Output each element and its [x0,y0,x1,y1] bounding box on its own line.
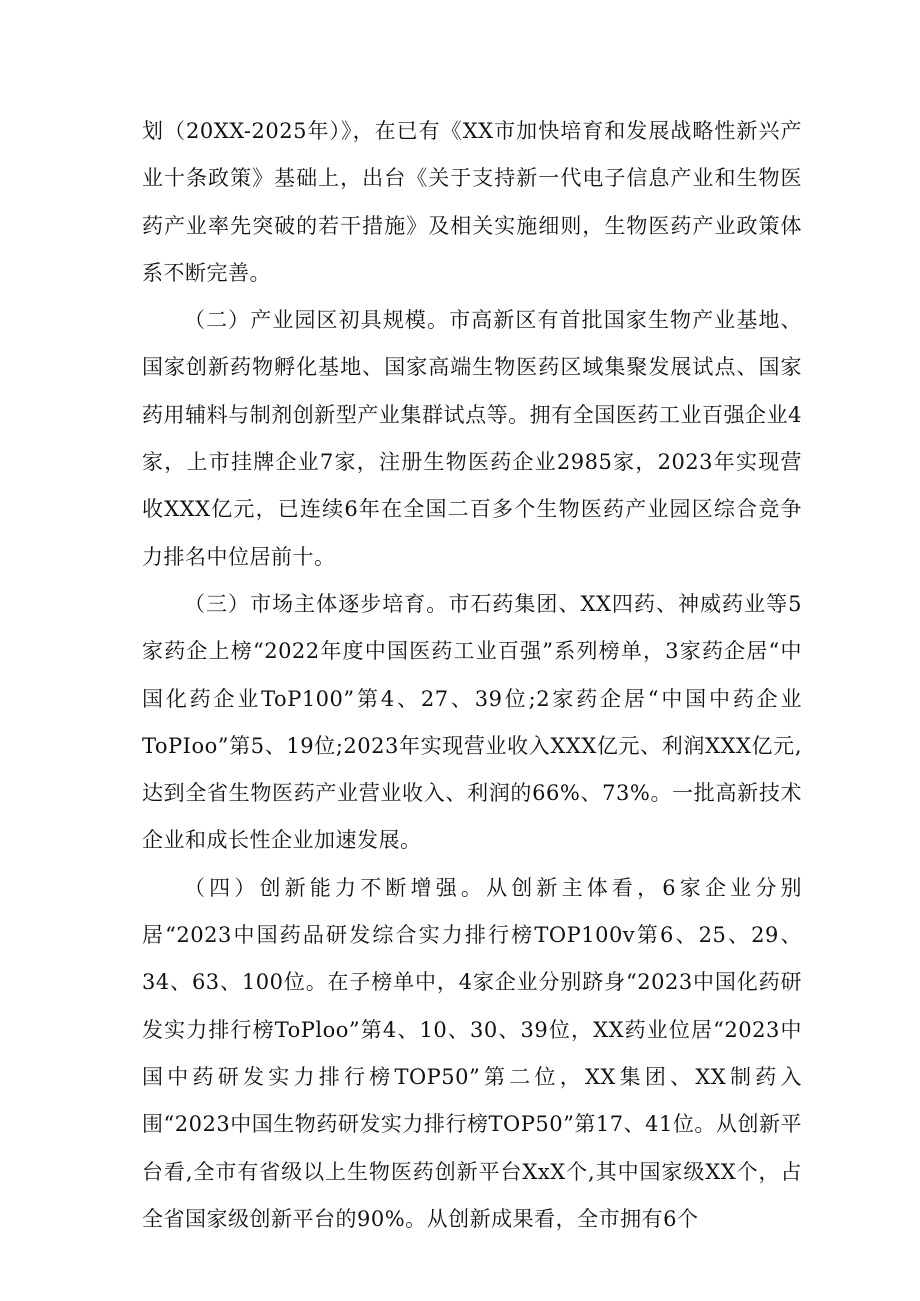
paragraph-innovation-capability: （四）创新能力不断增强。从创新主体看，6家企业分别居“2023中国药品研发综合实力排行榜TOP100v第6、25、29、34、63、100位。在子榜单中，4家企业分别跻身“2023中国化药研发实力排行榜ToPloo”第4、10、30、39位，XX药业位居“2023中国中药研发实力排行榜TOP50”第二位，XX集团、XX制药入围“2023中国生物药研发实力排行榜TOP50”第17、41位。从创新平台看,全市有省级以上生物医药创新平台XxX个,其中国家级XX个，占全省国家级创新平台的90%。从创新成果看，全市拥有6个 [142,875,802,1231]
paragraph-policy-continuation: 划（20XX-2025年）》，在已有《XX市加快培育和发展战略性新兴产业十条政策》基础上，出台《关于支持新一代电子信息产业和生物医药产业率先突破的若干措施》及相关实施细则，生物医药产业政策体系不断完善。 [142,119,802,285]
paragraph-market-entities: （三）市场主体逐步培育。市石药集团、XX四药、神威药业等5家药企上榜“2022年度中国医药工业百强”系列榜单，3家药企居“中国化药企业ToP100”第4、27、39位;2家药企居“中国中药企业ToPIoo”第5、19位;2023年实现营业收入XXX亿元、利润XXX亿元,达到全省生物医药产业营业收入、利润的66%、73%。一批高新技术企业和成长性企业加速发展。 [142,591,802,853]
paragraph-industrial-parks: （二）产业园区初具规模。市高新区有首批国家生物产业基地、国家创新药物孵化基地、国家高端生物医药区域集聚发展试点、国家药用辅料与制剂创新型产业集群试点等。拥有全国医药工业百强企业4家，上市挂牌企业7家，注册生物医药企业2985家，2023年实现营收XXX亿元，已连续6年在全国二百多个生物医药产业园区综合竞争力排名中位居前十。 [142,308,802,569]
document-body [142,108,802,1243]
